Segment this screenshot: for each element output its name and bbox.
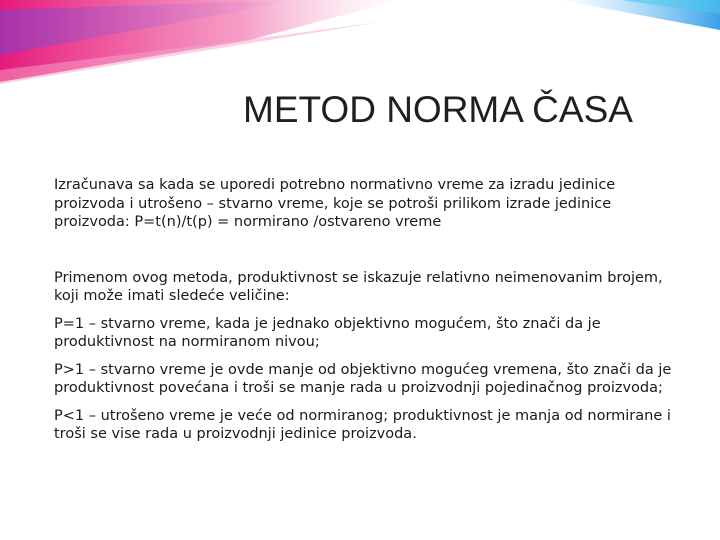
paragraph-p-equal-1: P=1 – stvarno vreme, kada je jednako objektivno mogućem, što znači da je produktivnost na normiranom nivou;	[54, 315, 601, 350]
slide-title: METOD NORMA ČASA	[243, 89, 633, 130]
slide-body	[54, 176, 674, 444]
paragraph-method: Primenom ovog metoda, produktivnost se iskazuje relativno neimenovanim brojem, koji može imati sledeće veličine:	[54, 269, 663, 304]
decorative-stripes	[0, 0, 720, 100]
paragraph-p-less-1: P<1 – utrošeno vreme je veće od normiranog; produktivnost je manja od normirane i troši se vise rada u proizvodnji jedinice proizvoda.	[54, 407, 671, 442]
paragraph-definition: Izračunava sa kada se uporedi potrebno normativno vreme za izradu jedinice proizvoda i utrošeno – stvarno vreme, koje se potroši prilikom izrade jedinice proizvoda: P=t(n)/t(p) = normirano /ostvareno vreme	[54, 177, 616, 230]
paragraph-p-greater-1: P>1 – stvarno vreme je ovde manje od objektivno mogućeg vremena, što znači da je produktivnost povećana i troši se manje rada u proizvodnji pojedinačnog proizvoda;	[54, 361, 672, 396]
